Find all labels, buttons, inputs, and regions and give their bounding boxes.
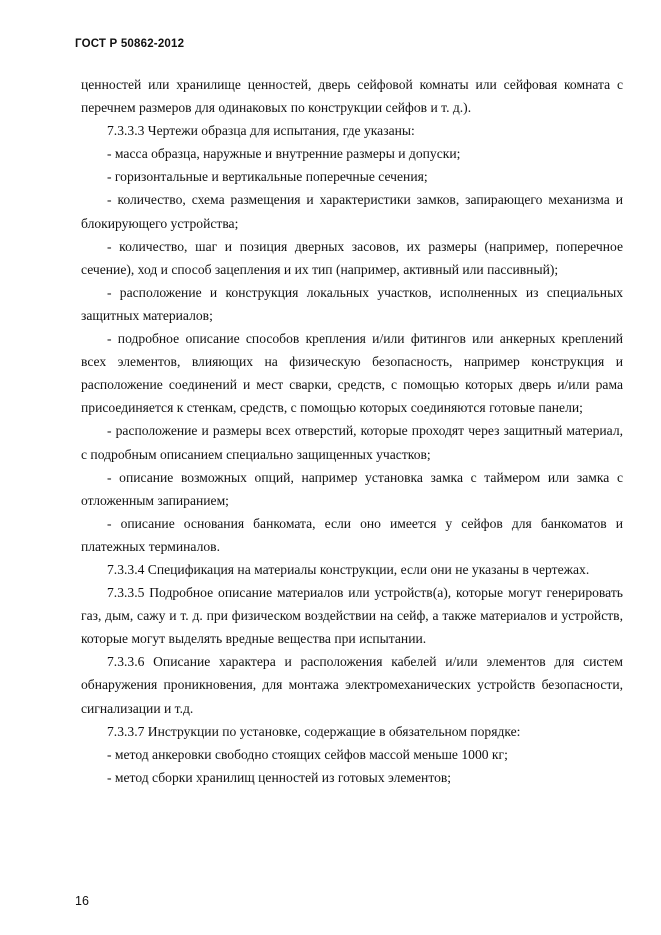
list-item-assembly: - метод сборки хранилищ ценностей из готовых элементов; [107,769,452,785]
list-item-locks: - количество, схема размещения и характеристики замков, запирающего механизма и блокирующего устройства; [81,192,623,231]
paragraph-7-3-3-7: 7.3.3.7 Инструкции по установке, содержащие в обязательном порядке: [107,723,521,739]
list-item-openings: - расположение и размеры всех отверстий, которые проходят через защитный материал, с подробным описанием специально защищенных участков; [81,423,623,462]
paragraph-7-3-3-3: 7.3.3.3 Чертежи образца для испытания, где указаны: [107,123,415,139]
document-header: ГОСТ Р 50862-2012 [75,38,185,50]
list-item-bolts: - количество, шаг и позиция дверных засовов, их размеры (например, поперечное сечение), ход и способ зацепления и их тип (например, активный или пассивный); [81,238,623,277]
paragraph-7-3-3-4: 7.3.3.4 Спецификация на материалы конструкции, если они не указаны в чертежах. [107,561,590,577]
page-number: 16 [75,894,89,908]
list-item-fastening: - подробное описание способов крепления и/или фитингов или анкерных креплений всех элементов, влияющих на физическую безопасность, например конструкция и расположение соединений и мест сварки, средств, с помощью которых дверь и/или рама присоединяется к стенкам, средств, с помощью которых соединяются готовые панели; [81,331,623,416]
list-item-mass: - масса образца, наружные и внутренние размеры и допуски; [107,146,461,162]
paragraph-continuation: ценностей или хранилище ценностей, дверь сейфовой комнаты или сейфовая комната с перечнем размеров для одинаковых по конструкции сейфов и т. д.). [81,77,623,116]
list-item-options: - описание возможных опций, например установка замка с таймером или замка с отложенным запиранием; [81,469,623,508]
document-body [81,73,623,789]
paragraph-7-3-3-5: 7.3.3.5 Подробное описание материалов или устройств(а), которые могут генерировать газ, дым, сажу и т. д. при физическом воздействии на сейф, а также материалов и устройств, которые могут выделять вредные вещества при испытании. [81,585,623,647]
list-item-local-areas: - расположение и конструкция локальных участков, исполненных из специальных защитных материалов; [81,284,623,323]
list-item-atm-base: - описание основания банкомата, если оно имеется у сейфов для банкоматов и платежных терминалов. [81,515,623,554]
list-item-sections: - горизонтальные и вертикальные поперечные сечения; [107,169,428,185]
list-item-anchoring: - метод анкеровки свободно стоящих сейфов массой меньше 1000 кг; [107,746,508,762]
paragraph-7-3-3-6: 7.3.3.6 Описание характера и расположения кабелей и/или элементов для систем обнаружения проникновения, для монтажа электромеханических устройств безопасности, сигнализации и т.д. [81,654,623,716]
